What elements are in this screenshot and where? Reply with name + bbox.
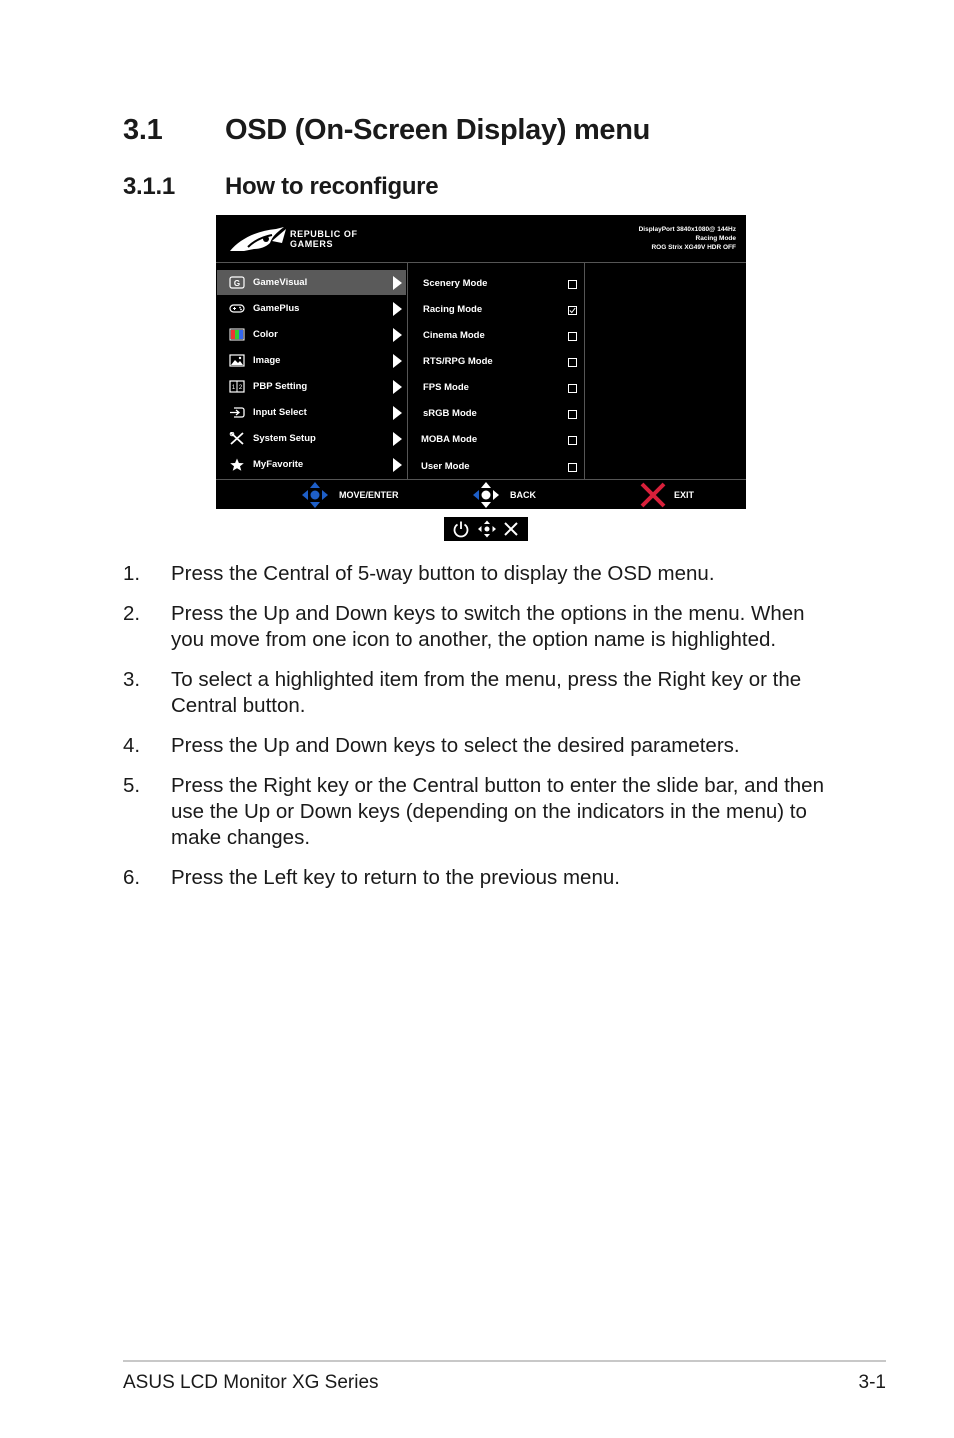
chevron-right-icon (393, 328, 402, 342)
footer-title: ASUS LCD Monitor XG Series (123, 1372, 379, 1393)
osd-header (216, 215, 746, 262)
checkbox[interactable] (568, 384, 577, 393)
menu-item-gamevisual[interactable]: G GameVisual (217, 270, 406, 295)
move-enter-label: MOVE/ENTER (339, 490, 399, 500)
five-way-navigation-icon (301, 481, 329, 509)
status-line: ROG Strix XG49V HDR OFF (651, 244, 736, 251)
list-item: 3. To select a highlighted item from the menu, press the Right key or the Central button. (123, 668, 802, 717)
gamevisual-icon (229, 276, 245, 289)
chevron-right-icon (393, 458, 402, 472)
chevron-right-icon (393, 432, 402, 446)
power-icon (452, 520, 470, 538)
mode-item-fps[interactable]: FPS Mode (408, 374, 584, 400)
svg-text:2: 2 (238, 385, 243, 391)
back-label: BACK (510, 490, 536, 500)
checkbox[interactable] (568, 410, 577, 419)
display-status (639, 225, 736, 252)
checkbox[interactable] (568, 436, 577, 445)
checkbox[interactable] (568, 358, 577, 367)
page-number: 3-1 (858, 1372, 886, 1393)
input-icon (229, 406, 245, 419)
mode-item-moba[interactable]: MOBA Mode (408, 426, 584, 452)
status-line: DisplayPort 3840x1080@ 144Hz (638, 226, 736, 233)
gamepad-icon (229, 302, 245, 315)
checkbox[interactable] (568, 332, 577, 341)
star-icon (229, 458, 245, 471)
mode-item-racing[interactable]: Racing Mode (408, 296, 584, 322)
mode-item-srgb[interactable]: sRGB Mode (408, 400, 584, 426)
divider (216, 262, 746, 263)
section-number: 3.1 (123, 114, 163, 146)
list-item: 1. Press the Central of 5-way button to display the OSD menu. (123, 562, 715, 585)
svg-text:1: 1 (231, 385, 236, 391)
checkbox-checked[interactable] (568, 306, 577, 315)
checkbox[interactable] (568, 463, 577, 472)
close-icon (502, 520, 520, 538)
section-heading (123, 114, 650, 147)
list-item: 5. Press the Right key or the Central button to enter the slide bar, and then use the Up or Down keys (depending on the indicators in the menu) to make changes. (123, 774, 824, 849)
chevron-right-icon (393, 302, 402, 316)
mode-item-cinema[interactable]: Cinema Mode (408, 322, 584, 348)
subsection-number: 3.1.1 (123, 173, 175, 200)
list-item: 2. Press the Up and Down keys to switch the options in the menu. When you move from one icon to another, the option name is highlighted. (123, 602, 805, 651)
subsection-heading (123, 173, 438, 201)
five-way-button-icon (477, 520, 497, 538)
mode-item-user[interactable]: User Mode (408, 453, 584, 479)
section-title: OSD (On-Screen Display) menu (225, 114, 651, 146)
subsection-title: How to reconfigure (225, 173, 439, 200)
svg-text:G: G (233, 279, 241, 288)
menu-item-pbp-setting[interactable]: 1 2 PBP Setting (217, 374, 406, 399)
menu-item-input-select[interactable]: Input Select (217, 400, 406, 425)
five-way-back-icon (472, 481, 500, 509)
monitor-buttons (444, 517, 528, 541)
gamevisual-submenu (408, 270, 584, 480)
list-item: 6. Press the Left key to return to the previous menu. (123, 866, 620, 889)
menu-item-system-setup[interactable]: System Setup (217, 426, 406, 451)
pbp-icon (229, 380, 245, 393)
chevron-right-icon (393, 380, 402, 394)
chevron-right-icon (393, 276, 402, 290)
chevron-right-icon (393, 406, 402, 420)
list-item: 4. Press the Up and Down keys to select the desired parameters. (123, 734, 740, 757)
divider (584, 263, 585, 479)
mode-item-rts-rpg[interactable]: RTS/RPG Mode (408, 348, 584, 374)
instruction-list (123, 561, 843, 905)
check-icon (569, 307, 576, 314)
main-menu (216, 270, 407, 480)
exit-label: EXIT (674, 490, 695, 500)
footer-divider (123, 1360, 886, 1362)
close-icon (639, 481, 667, 509)
color-icon (229, 328, 245, 341)
menu-item-color[interactable]: Color (217, 322, 406, 347)
rog-logo-text: REPUBLIC OF GAMERS (290, 229, 358, 249)
checkbox[interactable] (568, 280, 577, 289)
osd-menu-screenshot (216, 215, 746, 509)
image-icon (229, 354, 245, 367)
menu-item-gameplus[interactable]: GamePlus (217, 296, 406, 321)
mode-item-scenery[interactable]: Scenery Mode (408, 270, 584, 296)
osd-footer (216, 480, 746, 509)
menu-item-image[interactable]: Image (217, 348, 406, 373)
chevron-right-icon (393, 354, 402, 368)
tools-icon (229, 432, 245, 445)
status-line: Racing Mode (695, 235, 736, 242)
menu-item-myfavorite[interactable]: MyFavorite (217, 452, 406, 477)
